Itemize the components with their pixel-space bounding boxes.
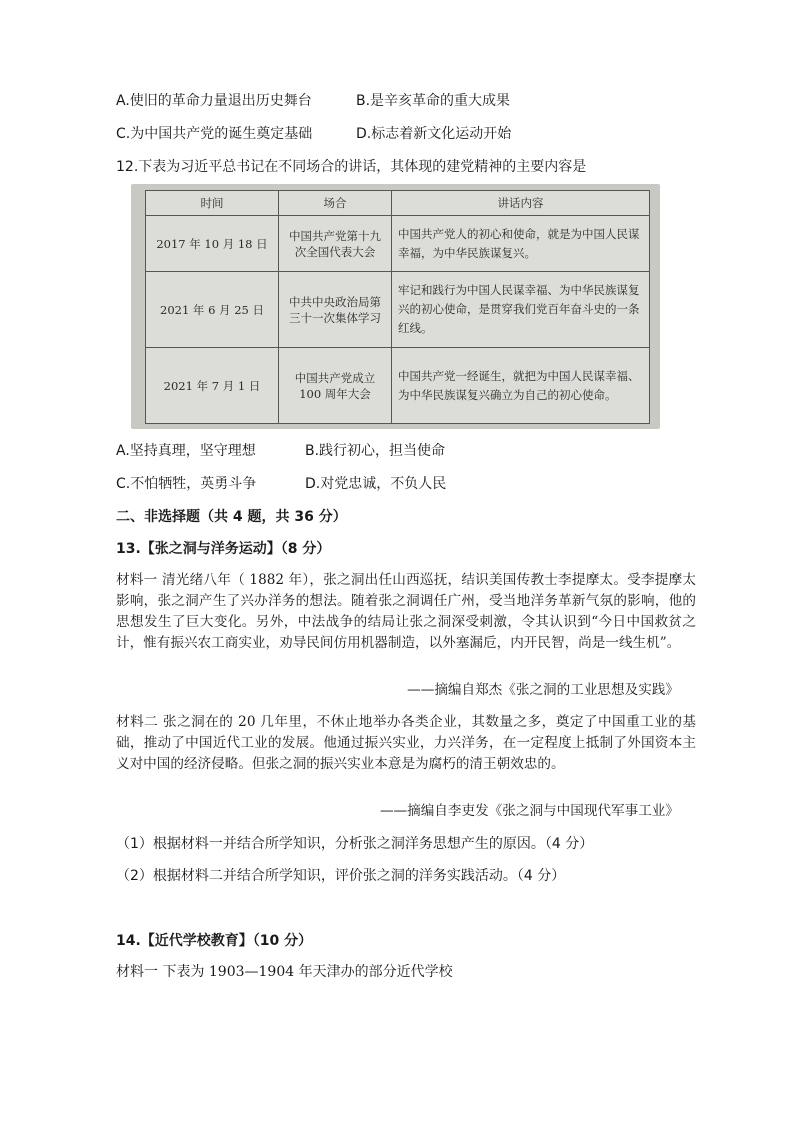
q12-option-b: B.践行初心，担当使命 <box>305 443 446 459</box>
q13-source-1: ——摘编自郑杰《张之洞的工业思想及实践》 <box>407 682 679 698</box>
q11-option-c: C.为中国共产党的诞生奠定基础 <box>116 126 313 142</box>
q11-option-a: A.使旧的革命力量退出历史舞台 <box>116 93 312 109</box>
header-content: 讲话内容 <box>392 191 650 216</box>
q12-stem: 12.下表为习近平总书记在不同场合的讲话，其体现的建党精神的主要内容是 <box>116 159 587 175</box>
q13-material-2: 材料二 张之洞在的 20 几年里，不休止地举办各类企业，其数量之多，奠定了中国重工业的基础，推动了中国近代工业的发展。他通过振兴实业，力兴洋务，在一定程度上抵制了外国资本主义对中国的经济侵略。但张之洞的振兴实业本意是为腐朽的清王朝效忠的。 <box>116 714 696 772</box>
header-time: 时间 <box>146 191 279 216</box>
cell-occasion: 中国共产党成立100 周年大会 <box>279 348 392 424</box>
q13-source-2: ——摘编自李吏发《张之洞与中国现代军事工业》 <box>379 803 679 819</box>
q12-option-a: A.坚持真理，坚守理想 <box>116 443 256 459</box>
table-row <box>146 348 650 424</box>
section-title: 二、非选择题（共 4 题，共 36 分） <box>116 509 347 525</box>
cell-content: 中国共产党人的初心和使命，就是为中国人民谋幸福，为中华民族谋复兴。 <box>392 216 650 272</box>
cell-time: 2017 年 10 月 18 日 <box>146 216 279 272</box>
q11-option-b: B.是辛亥革命的重大成果 <box>356 93 511 109</box>
cell-time: 2021 年 7 月 1 日 <box>146 348 279 424</box>
table-row <box>146 272 650 348</box>
q12-option-d: D.对党忠诚，不负人民 <box>305 476 447 492</box>
table-header-row <box>146 191 650 216</box>
q13-subquestion-1: （1）根据材料一并结合所学知识，分析张之洞洋务思想产生的原因。（4 分） <box>116 836 594 852</box>
q11-option-d: D.标志着新文化运动开始 <box>356 126 512 142</box>
cell-occasion: 中共中央政治局第三十一次集体学习 <box>279 272 392 348</box>
q14-material-1: 材料一 下表为 1903—1904 年天津办的部分近代学校 <box>116 964 453 980</box>
cell-content: 牢记和践行为中国人民谋幸福、为中华民族谋复兴的初心使命，是贯穿我们党百年奋斗史的一条红线。 <box>392 272 650 348</box>
q13-material-1: 材料一 清光绪八年（ 1882 年），张之洞出任山西巡抚，结识美国传教士李提摩太。受李提摩太影响，张之洞产生了兴办洋务的想法。随着张之洞调任广州，受当地洋务革新气氛的影响，他的思想发生了巨大变化。另外，中法战争的结局让张之洞深受刺激，令其认识到“今日中国救贫之计，惟有振兴农工商实业，劝导民间仿用机器制造，以外塞漏卮，内开民智，尚是一线生机”。 <box>116 572 696 651</box>
header-occasion: 场合 <box>279 191 392 216</box>
cell-time: 2021 年 6 月 25 日 <box>146 272 279 348</box>
q14-title: 14.【近代学校教育】（10 分） <box>116 933 313 949</box>
q13-subquestion-2: （2）根据材料二并结合所学知识，评价张之洞的洋务实践活动。（4 分） <box>116 868 566 884</box>
speech-table <box>145 190 650 424</box>
q12-option-c: C.不怕牺牲，英勇斗争 <box>116 476 257 492</box>
table-row <box>146 216 650 272</box>
cell-occasion: 中国共产党第十九次全国代表大会 <box>279 216 392 272</box>
cell-content: 中国共产党一经诞生，就把为中国人民谋幸福、为中华民族谋复兴确立为自己的初心使命。 <box>392 348 650 424</box>
q13-title: 13.【张之洞与洋务运动】（8 分） <box>116 541 331 557</box>
